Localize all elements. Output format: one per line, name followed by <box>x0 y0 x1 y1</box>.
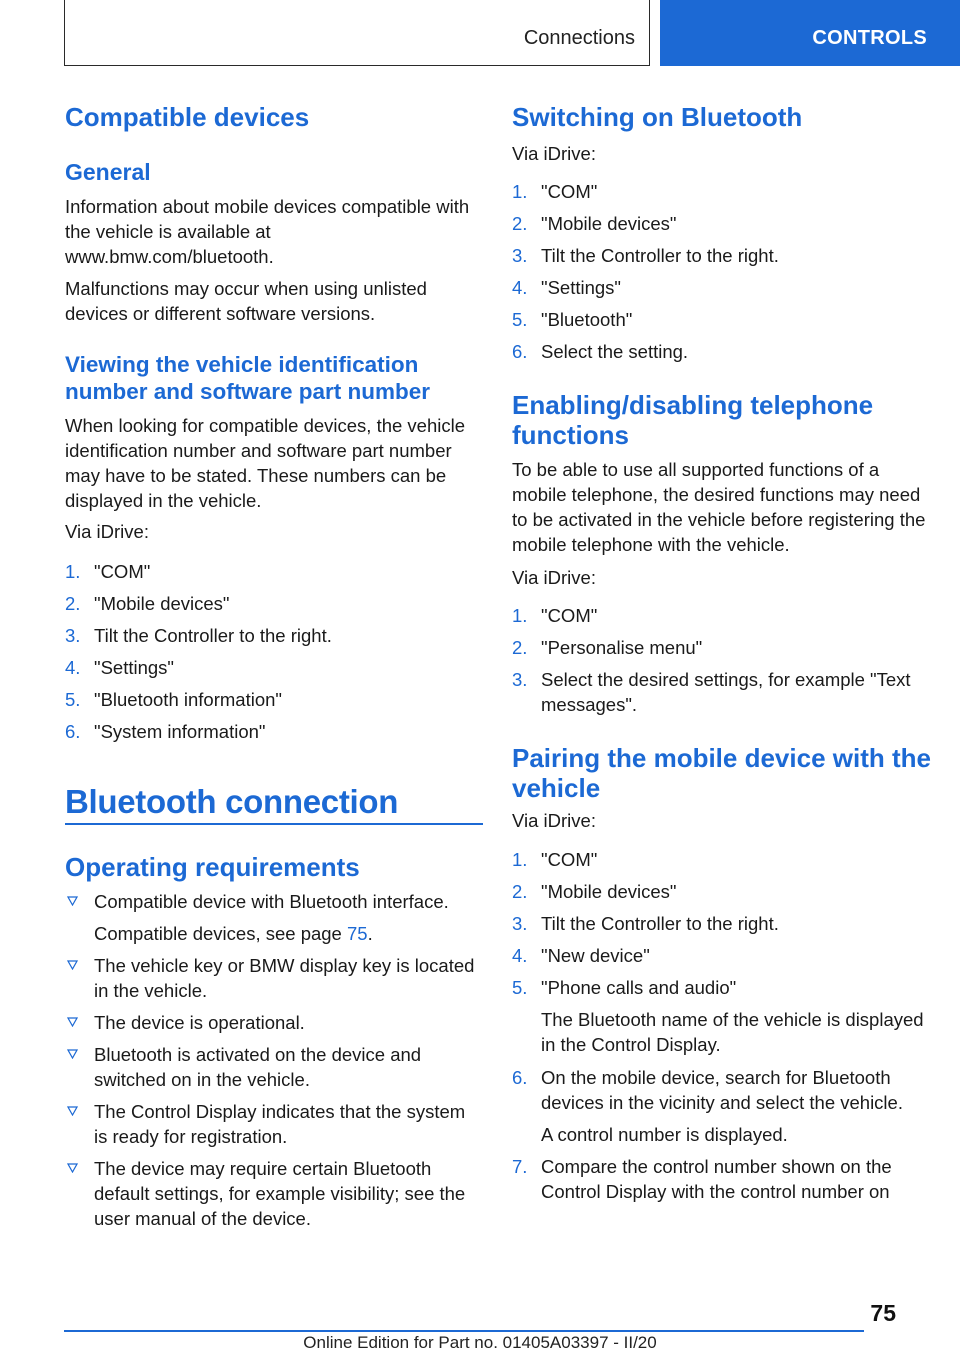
step-number: 3. <box>512 669 528 690</box>
step-number: 6. <box>512 1067 528 1088</box>
list-item <box>65 655 483 680</box>
list-item <box>512 243 932 268</box>
step-text: "System information" <box>94 721 266 742</box>
step-number: 1. <box>512 181 528 202</box>
list-item <box>512 179 932 204</box>
see-page-suffix: . <box>367 923 373 944</box>
step-text: "Bluetooth" <box>541 309 633 330</box>
list-item <box>512 211 932 236</box>
step-note: The Bluetooth name of the vehicle is displayed in the Control Display. <box>541 1009 924 1055</box>
list-item <box>512 339 932 364</box>
step-text: "Settings" <box>541 277 621 298</box>
step-number: 7. <box>512 1156 528 1177</box>
step-number: 4. <box>512 277 528 298</box>
step-number: 3. <box>65 625 81 646</box>
page-number: 75 <box>870 1300 896 1326</box>
step-text: "COM" <box>541 849 598 870</box>
list-item <box>65 559 483 584</box>
general-paragraph-2: Malfunctions may occur when using unlisted devices or different software versions. <box>65 278 427 324</box>
heading-enabling-telephone-functions: Enabling/disabling telephone functions <box>512 390 874 450</box>
section-title: Connections <box>523 27 635 49</box>
step-number: 5. <box>512 977 528 998</box>
list-item <box>512 1154 932 1204</box>
step-number: 4. <box>65 657 81 678</box>
list-item <box>512 667 932 717</box>
enable-paragraph: To be able to use all supported functions of a mobile telephone, the desired functions may need to be activated in the vehicle before registering the mobile telephone with the vehicle. <box>512 459 926 555</box>
step-number: 4. <box>512 945 528 966</box>
list-item <box>65 889 483 946</box>
list-item <box>512 603 932 628</box>
step-number: 1. <box>65 561 81 582</box>
step-text: "New device" <box>541 945 650 966</box>
heading-general: General <box>65 159 151 185</box>
step-number: 2. <box>512 637 528 658</box>
step-number: 1. <box>512 605 528 626</box>
edition-text: Online Edition for Part no. 01405A03397 - II/20 <box>303 1333 657 1352</box>
via-idrive-label: Via iDrive: <box>512 567 596 588</box>
list-item <box>65 1156 483 1231</box>
step-text: "Settings" <box>94 657 174 678</box>
list-item <box>512 1065 932 1147</box>
general-paragraph-1: Information about mobile devices compatible with the vehicle is available at www.bmw.com/bluetooth. <box>65 196 470 267</box>
step-text: "Mobile devices" <box>541 213 677 234</box>
via-idrive-label: Via iDrive: <box>65 521 149 542</box>
step-text: Tilt the Controller to the right. <box>541 245 779 266</box>
step-text: "Mobile devices" <box>541 881 677 902</box>
requirement-text: The vehicle key or BMW display key is located in the vehicle. <box>94 955 475 1001</box>
list-item <box>65 591 483 616</box>
list-item <box>512 847 932 872</box>
footer-edition <box>0 1333 960 1353</box>
list-item <box>65 623 483 648</box>
step-text: "COM" <box>541 605 598 626</box>
triangle-bullet-icon <box>67 1042 78 1059</box>
step-text: "Phone calls and audio" <box>541 977 737 998</box>
requirement-text: The device is operational. <box>94 1012 305 1033</box>
step-note: A control number is displayed. <box>541 1124 788 1145</box>
list-item <box>512 307 932 332</box>
list-item <box>512 879 932 904</box>
step-number: 6. <box>512 341 528 362</box>
heading-bluetooth-connection: Bluetooth connection <box>65 783 399 820</box>
requirement-text: The Control Display indicates that the system is ready for registration. <box>94 1101 466 1147</box>
step-number: 2. <box>512 213 528 234</box>
requirement-text: Compatible device with Bluetooth interface. <box>94 891 449 912</box>
list-item <box>512 275 932 300</box>
triangle-bullet-icon <box>67 1156 78 1173</box>
requirement-subtext <box>94 921 483 946</box>
requirement-text: Bluetooth is activated on the device and switched on in the vehicle. <box>94 1044 422 1090</box>
requirement-text: The device may require certain Bluetooth default settings, for example visibility; see the user manual of the device. <box>94 1158 466 1229</box>
step-number: 6. <box>65 721 81 742</box>
step-number: 3. <box>512 245 528 266</box>
heading-compatible-devices: Compatible devices <box>65 102 310 132</box>
list-item <box>65 1099 483 1149</box>
list-item <box>65 719 483 744</box>
step-text: Compare the control number shown on the Control Display with the control number on <box>541 1156 892 1202</box>
list-item <box>512 943 932 968</box>
step-text: "Mobile devices" <box>94 593 230 614</box>
list-item <box>512 975 932 1057</box>
step-text: Select the desired settings, for example "Text messages". <box>541 669 911 715</box>
list-item <box>65 1010 483 1035</box>
step-number: 2. <box>65 593 81 614</box>
heading-operating-requirements: Operating requirements <box>65 852 360 882</box>
step-text: "COM" <box>94 561 151 582</box>
step-text: On the mobile device, search for Bluetooth devices in the vicinity and select the vehicle. <box>541 1067 903 1113</box>
vin-paragraph: When looking for compatible devices, the vehicle identification number and software part number may have to be stated. These numbers can be displayed in the vehicle. <box>65 415 466 511</box>
step-text: "COM" <box>541 181 598 202</box>
footer-divider <box>64 1330 864 1332</box>
heading-vin: Viewing the vehicle identification number and software part number <box>65 352 431 404</box>
list-item <box>512 911 932 936</box>
step-text: "Personalise menu" <box>541 637 703 658</box>
header-chapter-box <box>660 0 960 66</box>
step-text: Tilt the Controller to the right. <box>94 625 332 646</box>
via-idrive-label: Via iDrive: <box>512 143 596 164</box>
step-number: 3. <box>512 913 528 934</box>
step-text: Select the setting. <box>541 341 689 362</box>
step-text: Tilt the Controller to the right. <box>541 913 779 934</box>
chapter-title: CONTROLS <box>812 27 927 49</box>
section-divider <box>65 823 483 825</box>
list-item <box>65 953 483 1003</box>
page-link[interactable]: 75 <box>346 923 368 944</box>
triangle-bullet-icon <box>67 953 78 970</box>
heading-pairing-mobile-device: Pairing the mobile device with the vehicle <box>512 743 931 803</box>
heading-switching-on-bluetooth: Switching on Bluetooth <box>512 102 803 132</box>
list-item <box>65 1042 483 1092</box>
list-item <box>512 635 932 660</box>
step-number: 5. <box>65 689 81 710</box>
via-idrive-label: Via iDrive: <box>512 810 596 831</box>
triangle-bullet-icon <box>67 1099 78 1116</box>
list-item <box>65 687 483 712</box>
header-section-box <box>64 0 650 66</box>
triangle-bullet-icon <box>67 1010 78 1027</box>
see-page-label: Compatible devices, see page <box>94 923 347 944</box>
triangle-bullet-icon <box>67 889 78 906</box>
step-number: 1. <box>512 849 528 870</box>
step-number: 5. <box>512 309 528 330</box>
step-number: 2. <box>512 881 528 902</box>
step-text: "Bluetooth information" <box>94 689 282 710</box>
